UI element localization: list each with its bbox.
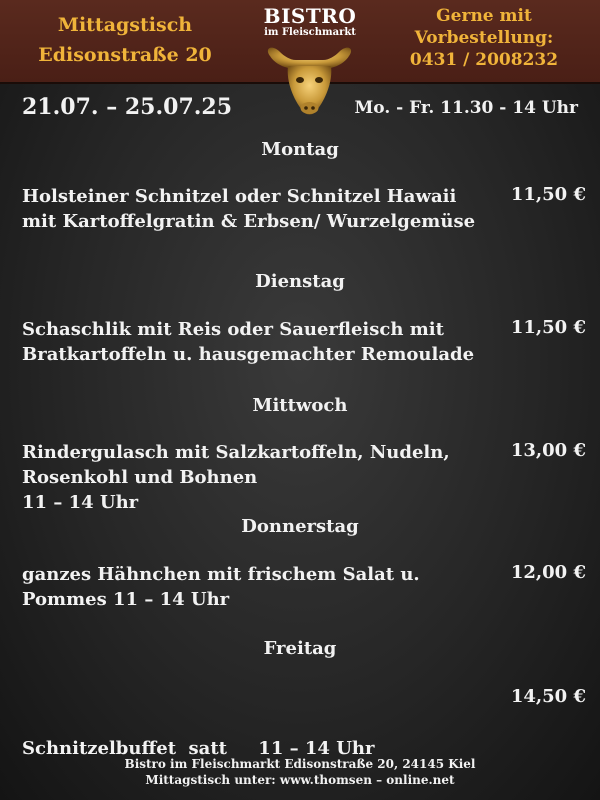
footer-address: Bistro im Fleischmarkt Edisonstraße 20, 24145 Kiel bbox=[124, 757, 476, 771]
dish-wednesday bbox=[22, 440, 512, 515]
day-heading-monday: Montag bbox=[261, 139, 339, 160]
header-left-info bbox=[0, 10, 250, 70]
dish-line: Schnitzelbuffet satt 11 – 14 Uhr bbox=[22, 738, 375, 759]
bull-head-icon bbox=[262, 42, 357, 122]
dish-line: Rindergulasch mit Salzkartoffeln, Nudeln, bbox=[22, 442, 450, 463]
header-title: Mittagstisch bbox=[57, 14, 193, 36]
day-heading-tuesday: Dienstag bbox=[255, 271, 345, 292]
day-heading-wednesday: Mittwoch bbox=[252, 395, 348, 416]
dish-line: Rosenkohl und Bohnen bbox=[22, 467, 258, 488]
price-tuesday: 11,50 € bbox=[510, 317, 586, 338]
opening-hours: Mo. - Fr. 11.30 - 14 Uhr bbox=[354, 98, 578, 118]
dish-tuesday bbox=[22, 317, 512, 367]
dish-line: Bratkartoffeln u. hausgemachter Remoulade bbox=[22, 344, 475, 365]
dish-line: Holsteiner Schnitzel oder Schnitzel Hawaii bbox=[22, 186, 457, 207]
dish-line: mit Kartoffelgratin & Erbsen/ Wurzelgemüse bbox=[22, 211, 476, 232]
dish-thursday bbox=[22, 562, 512, 612]
brand-subtitle: im Fleischmarkt bbox=[264, 27, 356, 38]
day-heading-friday: Freitag bbox=[263, 638, 337, 659]
day-heading-thursday: Donnerstag bbox=[241, 516, 359, 537]
dish-line: ganzes Hähnchen mit frischem Salat u. bbox=[22, 564, 420, 585]
brand-name: BISTRO bbox=[263, 4, 357, 28]
dish-monday bbox=[22, 184, 512, 234]
preorder-label-2: Vorbestellung: bbox=[414, 28, 554, 48]
phone-number: 0431 / 2008232 bbox=[409, 50, 559, 70]
footer bbox=[0, 756, 600, 788]
dish-line: 11 – 14 Uhr bbox=[22, 492, 139, 513]
price-thursday: 12,00 € bbox=[510, 562, 586, 583]
price-friday: 14,50 € bbox=[510, 686, 586, 707]
price-monday: 11,50 € bbox=[510, 184, 586, 205]
dish-line: Pommes 11 – 14 Uhr bbox=[22, 589, 230, 610]
price-wednesday: 13,00 € bbox=[510, 440, 586, 461]
week-date-range: 21.07. – 25.07.25 bbox=[22, 94, 233, 120]
preorder-label-1: Gerne mit bbox=[436, 6, 532, 26]
header-address: Edisonstraße 20 bbox=[38, 44, 212, 66]
dish-line: Schaschlik mit Reis oder Sauerfleisch mit bbox=[22, 319, 444, 340]
brand-block bbox=[250, 6, 370, 39]
footer-website: Mittagstisch unter: www.thomsen – online.net bbox=[145, 773, 455, 787]
header-right-info bbox=[368, 5, 600, 71]
